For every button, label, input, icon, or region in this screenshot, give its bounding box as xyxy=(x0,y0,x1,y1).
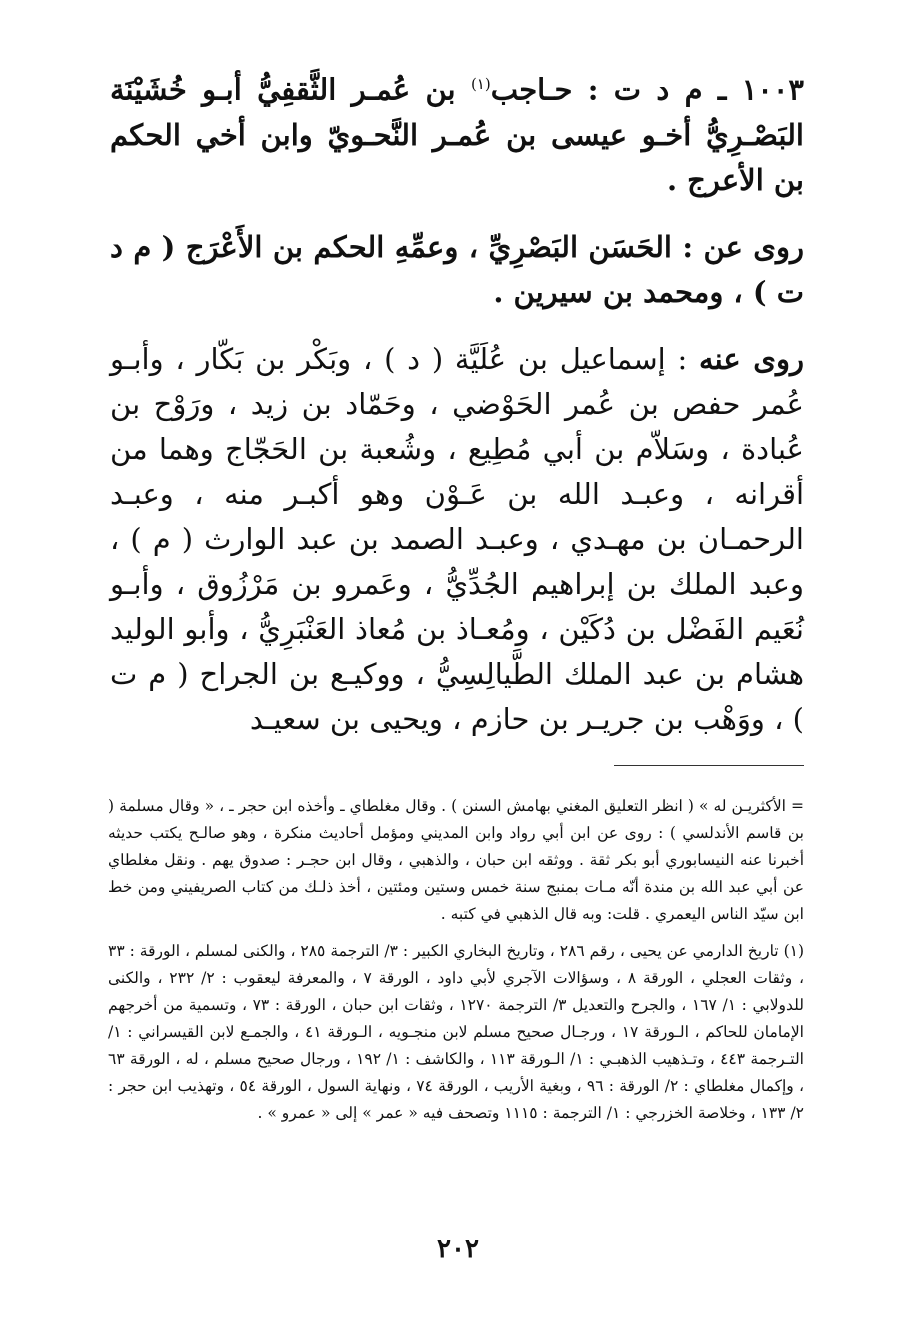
main-text xyxy=(110,62,804,764)
narrated-from-label: روى عن xyxy=(703,229,804,264)
entry-body: بن عُمـر الثَّقفِيُّ أبـو خُشَيْنَة البَصْـرِيُّ أخـو عيسى بن عُمـر النَّحـويّ وابن أخي الحكم بن الأعرج . xyxy=(110,72,804,197)
footnote-reference: (١) xyxy=(470,75,491,93)
narrated-from-text: : الحَسَن البَصْرِيِّ ، وعمِّهِ الحكم بن الأَعْرَج ( م د ت ) ، ومحمد بن سيرين . xyxy=(110,229,804,309)
narrators-text: : إسماعيل بن عُلَيَّة ( د ) ، وبَكْر بن بَكّار ، وأبـو عُمر حفص بن عُمر الحَوْضي ، وحَمّاد بن زيد ، ورَوْح بن عُبادة ، وسَلاّم بن أبي مُطِيع ، وشُعبة بن الحَجّاج وهما من أقرانه ، وعبـد الله بن عَـوْن وهو أكبـر منه ، وعبـد الرحمـان بن مهـدي ، وعبـد الصمد بن عبد الوارث ( م ) ، وعبد الملك بن إبراهيم الجُدِّيُّ ، وعَمرو بن مَرْزُوق ، وأبـو نُعَيم الفَضْل بن دُكَيْن ، ومُعـاذ بن مُعاذ العَنْبَرِيُّ ، وأبو الوليد هشام بن عبد الملك الطَّيالِسِيُّ ، ووكيـع بن الجراح ( م ت ) ، ووَهْب بن جريـر بن حازم ، ويحيى بن سعيـد xyxy=(110,341,804,736)
entry-paragraph xyxy=(110,62,804,203)
footnotes xyxy=(108,793,804,1137)
page-number: ٢٠٢ xyxy=(437,1234,479,1264)
footnote-continuation: = الأكثريـن له » ( انظر التعليق المغني بهامش السنن ) . وقال مغلطاي ـ وأخذه ابن حجر ـ ، « وقال مسلمة ( بن قاسم الأندلسي ) : روى عن ابن أبي رواد وابن المديني ومؤمل أحاديث منكرة ، وهو صالـح يكتب حديثه أخبرنا عنه النيسابوري أبو بكر ثقة . ووثقه ابن حبان ، والذهبي ، وقال ابن حجـر : صدوق يهم . ونقل مغلطاي عن أبي عبد الله بن مندة أنّه مـات بمنبج سنة خمس وستين ومئتين ، أخذ ذلـك من كتاب الصريفيني ومن خط ابن سيّد الناس اليعمري . قلت: وبه قال الذهبي في كتبه . xyxy=(108,797,804,923)
narrators-label: روى عنه xyxy=(699,341,804,376)
entry-number: ١٠٠٣ xyxy=(741,72,804,107)
entry-header: ـ م د ت : حـاجب xyxy=(490,72,742,107)
footnote-1: (١) تاريخ الدارمي عن يحيى ، رقم ٢٨٦ ، وتاريخ البخاري الكبير : ٣/ الترجمة ٢٨٥ ، والكنى لمسلم ، الورقة : ٣٣ ، وثقات العجلي ، الورقة ٨ ، وسؤالات الآجري لأبي داود ، الورقة ٧ ، والمعرفة ليعقوب : ٢/ ٢٣٢ ، والكنى للدولابي : ١/ ١٦٧ ، والجرح والتعديل ٣/ الترجمة ١٢٧٠ ، وثقات ابن حبان ، الورقة : ٧٣ ، وتسمية من أخرجهم الإمامان للحاكم ، الـورقة ١٧ ، ورجـال صحيح مسلم لابن منجـويه ، الـورقة ٤١ ، والجمـع لابن القيسراني : ١/ التـرجمة ٤٤٣ ، وتـذهيب الذهبـي : ١/ الـورقة ١١٣ ، والكاشف : ١/ ١٩٢ ، ورجال صحيح مسلم ، له ، الورقة ٦٣ ، وإكمال مغلطاي : ٢/ الورقة : ٩٦ ، وبغية الأريب ، الورقة ٧٤ ، ونهاية السول ، الورقة ٥٤ ، وتهذيب ابن حجر : ٢/ ١٣٣ ، وخلاصة الخزرجي : ١/ الترجمة : ١١١٥ وتصحف فيه « عمر » إلى « عمرو » . xyxy=(108,942,805,1122)
narrated-from-paragraph xyxy=(110,225,804,315)
footnote-divider xyxy=(614,765,804,766)
narrators-paragraph xyxy=(110,337,804,742)
